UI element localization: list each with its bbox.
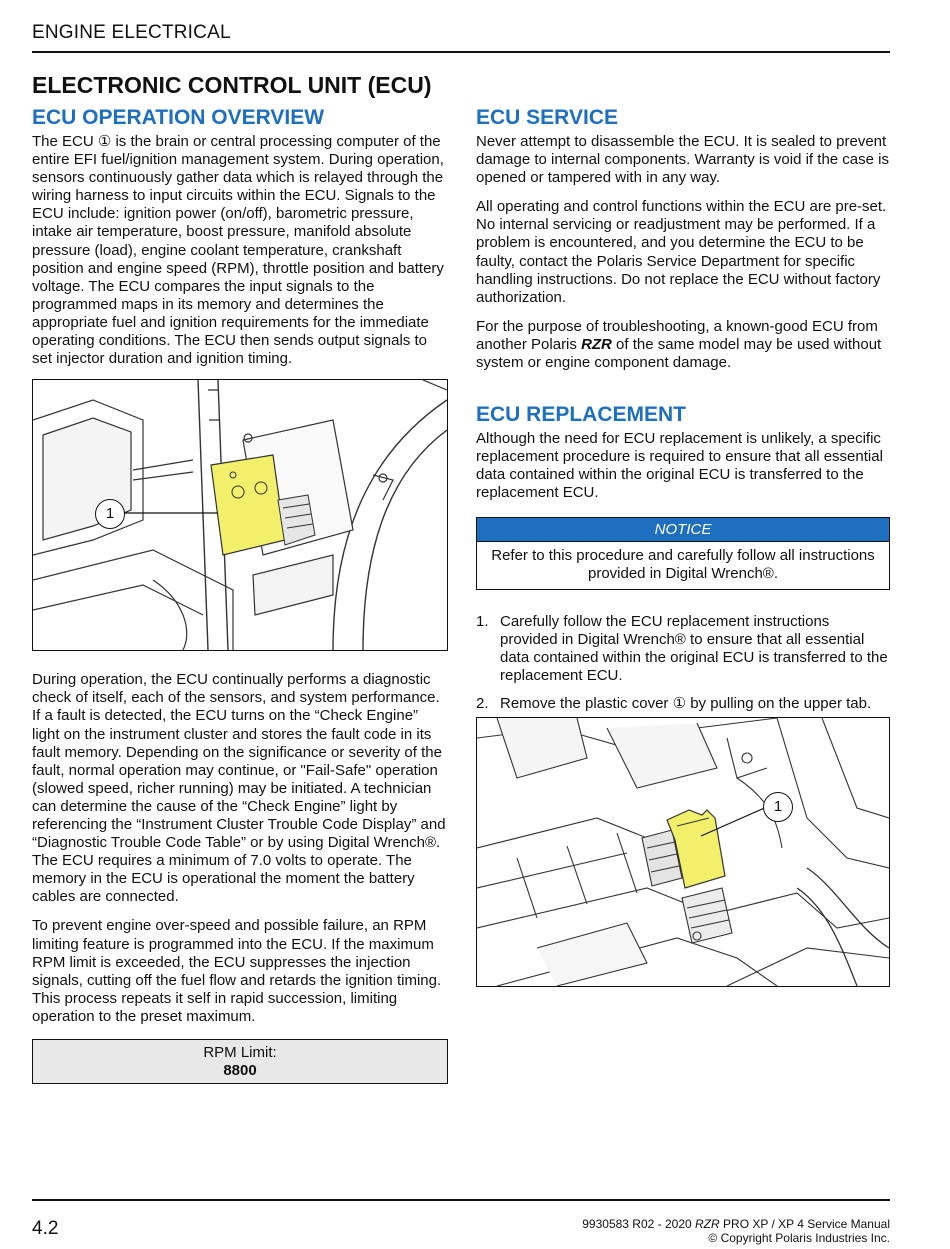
step-number: 1. (476, 612, 489, 630)
rpm-limit-value: 8800 (223, 1062, 257, 1079)
replacement-heading: ECU REPLACEMENT (476, 403, 687, 427)
list-item (476, 613, 890, 685)
left-column (32, 104, 448, 1084)
section-header: ENGINE ELECTRICAL (32, 22, 231, 43)
figure2-callout: 1 (763, 792, 793, 822)
page-title: ELECTRONIC CONTROL UNIT (ECU) (32, 72, 432, 98)
notice-box (476, 517, 890, 590)
notice-body: Refer to this procedure and carefully follow all instructions provided in Digital Wrench®. (491, 546, 875, 582)
page-number: 4.2 (32, 1218, 59, 1239)
figure1-callout: 1 (95, 499, 125, 529)
plastic-cover-illustration (477, 718, 889, 986)
service-p3-text-b: of the same model may be used without system or engine component damage. (476, 335, 882, 372)
brand-rzr: RZR (581, 335, 612, 353)
diagnostic-paragraph: During operation, the ECU continually performs a diagnostic check of itself, each of the sensors, and system performance. If a fault is detected, the ECU turns on the “Check Engine” light on the instrument cluster and stores the fault code in its fault memory. Depending on the significance or severity of the fault, normal operation may continue, or "Fail-Safe" operation (slowed speed, richer running) may be initiated. A technician can determine the cause of the “Check Engine” light by referencing the “Instrument Cluster Trouble Code Display” and “Diagnostic Trouble Code Table” or by using Digital Wrench®. The ECU requires a minimum of 7.0 volts to operate. The memory in the ECU is operational the moment the battery cables are connected. (32, 671, 446, 906)
manual-title (582, 1217, 890, 1231)
overview-paragraph: The ECU ① is the brain or central processing computer of the entire EFI fuel/ignition management system. During operation, sensors continuously gather data which is relayed through the wiring harness to input circuits within the ECU. Signals to the ECU include: ignition power (on/off), barometric pressure, intake air temperature, boost pressure, manifold absolute pressure (load), engine coolant temperature, crankshaft position and engine speed (RPM), throttle position and battery voltage. The ECU compares the input signals to the programmed maps in its memory and determines the appropriate fuel and ignition requirements for the immediate operating conditions. The ECU then sends output signals to set injector duration and ignition timing. (32, 133, 444, 368)
list-item (476, 695, 890, 713)
step-number: 2. (476, 694, 489, 712)
copyright: © Copyright Polaris Industries Inc. (708, 1231, 890, 1245)
rpm-limit-box (32, 1039, 448, 1084)
rpm-limit-label: RPM Limit: (203, 1044, 277, 1061)
service-p3-text-a: For the purpose of troubleshooting, a known-good ECU from another Polaris (476, 317, 878, 353)
service-paragraph-2: All operating and control functions within the ECU are pre-set. No internal servicing or readjustment may be performed. If a problem is encountered, and you determine the ECU to be faulty, contact the Polaris Service Department for specific handling instructions. Do not replace the ECU without factory authorization. (476, 198, 887, 306)
manual-id: 9930583 R02 - 2020 (582, 1217, 696, 1231)
rpm-limit-paragraph: To prevent engine over-speed and possible failure, an RPM limiting feature is programmed into the ECU. If the maximum RPM limit is exceeded, the ECU suppresses the injection signals, cutting off the fuel flow and retards the ignition timing. This process repeats it self in rapid succession, limiting operation to the preset maximum. (32, 917, 442, 1025)
footer-brand: RZR (695, 1217, 720, 1231)
plastic-cover-figure (476, 717, 890, 987)
notice-header: NOTICE (477, 518, 889, 542)
step-text: Carefully follow the ECU replacement instructions provided in Digital Wrench® to ensure that all essential data contained within the original ECU is transferred to the replacement ECU. (500, 612, 888, 684)
service-paragraph-3 (476, 318, 890, 372)
service-paragraph-1: Never attempt to disassemble the ECU. It is sealed to prevent damage to internal components. Warranty is void if the case is opened or tampered with in any way. (476, 133, 889, 187)
step-text: Remove the plastic cover ① by pulling on the upper tab. (500, 694, 872, 712)
service-heading: ECU SERVICE (476, 106, 618, 129)
replacement-steps (476, 613, 890, 713)
footer-doc-info (582, 1217, 890, 1245)
footer-rule (32, 1199, 890, 1201)
ecu-location-figure (32, 379, 448, 651)
overview-heading: ECU OPERATION OVERVIEW (32, 106, 325, 129)
manual-name: PRO XP / XP 4 Service Manual (719, 1217, 890, 1231)
header-rule (32, 51, 890, 53)
right-column (476, 104, 890, 987)
replacement-paragraph: Although the need for ECU replacement is unlikely, a specific replacement procedure is required to ensure that all essential data contained within the original ECU is transferred to the replacement ECU. (476, 430, 883, 502)
